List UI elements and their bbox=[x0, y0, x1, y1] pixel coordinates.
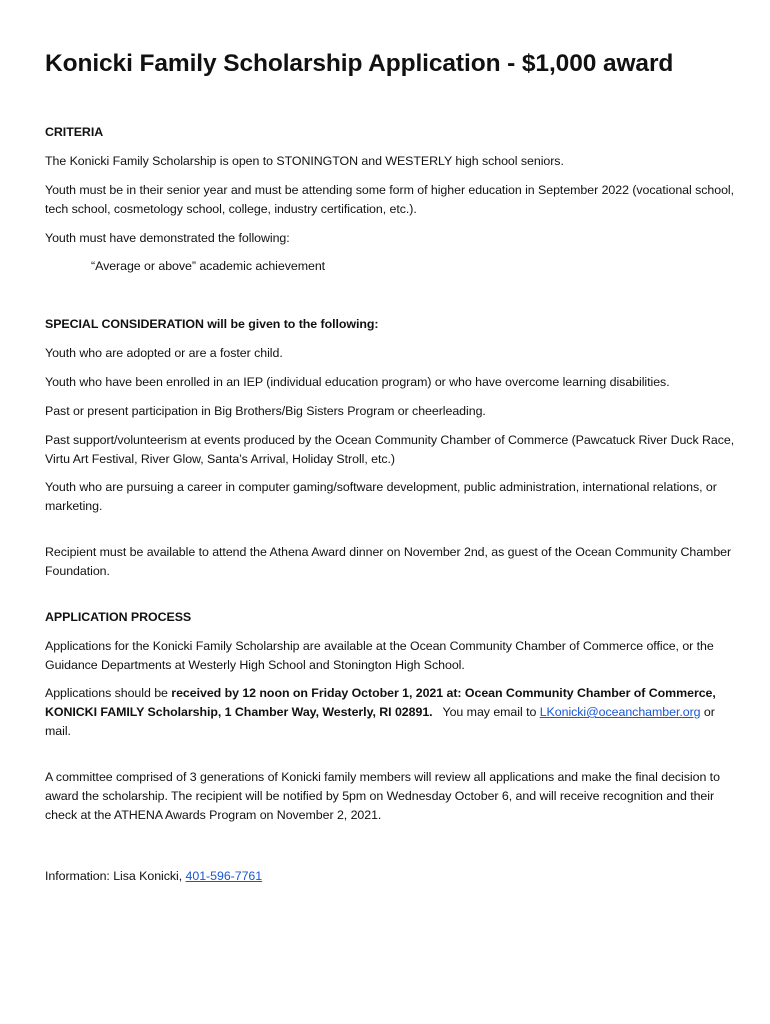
committee-paragraph: A committee comprised of 3 generations of Konicki family members will review all applications and make the final decision to award the scholarship. The recipient will be notified by 5pm on Wednesday October 6, and will receive recognition and their check at the ATHENA Awards Program on November 2, 2021. bbox=[45, 770, 720, 822]
recipient-note: Recipient must be available to attend the Athena Award dinner on November 2nd, as guest of the Ocean Community Chamber Foundation. bbox=[45, 545, 732, 578]
application-paragraph-2-mid: You may email to bbox=[432, 705, 540, 719]
special-consideration-heading: SPECIAL CONSIDERATION will be given to the following: bbox=[45, 317, 379, 331]
special-item-iep: Youth who have been enrolled in an IEP (individual education program) or who have overcome learning disabilities. bbox=[45, 375, 670, 389]
criteria-paragraph-2: Youth must be in their senior year and must be attending some form of higher education in September 2022 (vocational school, tech school, cosmetology school, college, industry certification, etc.). bbox=[45, 183, 735, 216]
special-item-adopted: Youth who are adopted or are a foster child. bbox=[45, 346, 283, 360]
special-item-participation: Past or present participation in Big Brothers/Big Sisters Program or cheerleading. bbox=[45, 404, 486, 418]
special-item-career: Youth who are pursuing a career in computer gaming/software development, public administration, international relations, or marketing. bbox=[45, 480, 717, 513]
application-paragraph-1: Applications for the Konicki Family Scholarship are available at the Ocean Community Chamber of Commerce office, or the Guidance Departments at Westerly High School and Stonington High School. bbox=[45, 639, 714, 672]
information-label: Information: Lisa Konicki, bbox=[45, 869, 186, 883]
information-line bbox=[45, 867, 735, 886]
application-process-heading: APPLICATION PROCESS bbox=[45, 610, 192, 624]
application-paragraph-2-prefix: Applications should be bbox=[45, 686, 172, 700]
email-link[interactable]: LKonicki@oceanchamber.org bbox=[539, 705, 701, 719]
application-paragraph-2-suffix: or mail. bbox=[45, 705, 715, 738]
page-title: Konicki Family Scholarship Application - $1,000 award bbox=[45, 50, 674, 77]
special-item-volunteerism: Past support/volunteerism at events produced by the Ocean Community Chamber of Commerce (Pawcatuck River Duck Race, Virtu Art Festival, River Glow, Santa’s Arrival, Holiday Stroll, etc.) bbox=[45, 433, 735, 466]
criteria-academic-item: “Average or above” academic achievement bbox=[91, 259, 326, 273]
criteria-heading: CRITERIA bbox=[45, 125, 104, 139]
criteria-paragraph-3: Youth must have demonstrated the following: bbox=[45, 231, 290, 245]
criteria-paragraph-1: The Konicki Family Scholarship is open to STONINGTON and WESTERLY high school seniors. bbox=[45, 154, 564, 168]
phone-link[interactable]: 401-596-7761 bbox=[185, 869, 263, 883]
application-paragraph-2 bbox=[45, 684, 735, 741]
application-deadline: received by 12 noon on Friday October 1, 2021 at: Ocean Community Chamber of Commerce, KONICKI FAMILY Scholarship, 1 Chamber Way, Westerly, RI 02891. bbox=[45, 686, 716, 719]
